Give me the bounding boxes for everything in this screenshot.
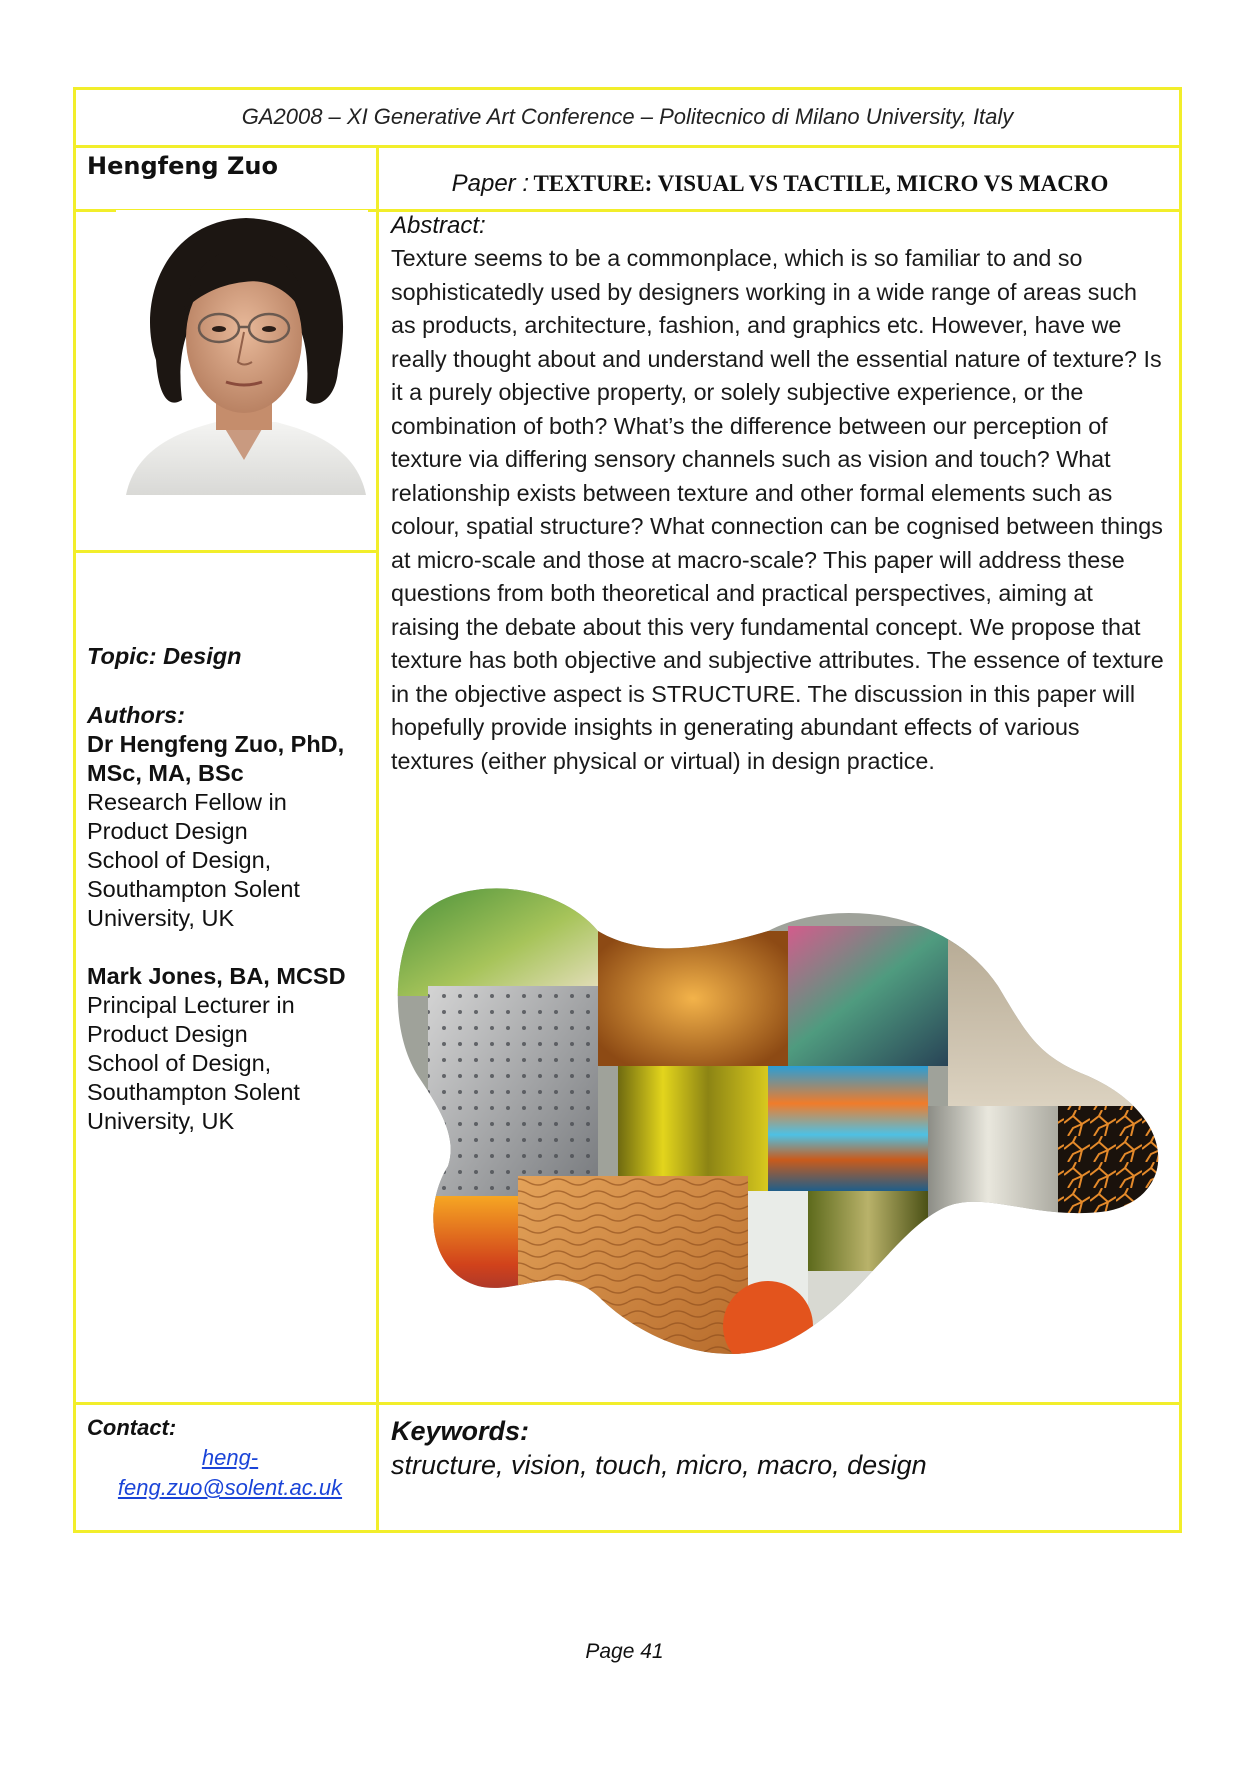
author1-affiliation-line: Product Design (87, 818, 248, 844)
abstract-body: Texture seems to be a commonplace, which is so familiar to and so sophisticatedly used by designers working in a wide range of areas such as products, architecture, fashion, and graphics etc. However, have we really thought about and understand well the essential nature of texture? Is it a purely objective property, or solely subjective experience, or the combination of both? What’s the difference between our perception of texture via differing sensory channels such as vision and touch? What relationship exists between texture and other formal elements such as colour, spatial structure? What connection can be cognised between things at micro-scale and those at macro-scale? This paper will address these questions from both theoretical and practical perspectives, aiming at raising the debate about this very fundamental concept. We propose that texture has both objective and subjective attributes. The essence of texture in the objective aspect is STRUCTURE. The discussion in this paper will hopefully provide insights in generating abundant effects of various textures (either physical or virtual) in design practice. (391, 245, 1164, 774)
author-portrait-image (116, 210, 368, 495)
author2-affiliation-line: School of Design, (87, 1050, 272, 1076)
page-number: Page 41 (585, 1640, 664, 1663)
table-border (74, 550, 376, 553)
author-photo (116, 210, 368, 495)
author1-affiliation-line: Southampton Solent (87, 876, 300, 902)
paper-title: TEXTURE: VISUAL VS TACTILE, MICRO VS MACRO (533, 171, 1109, 196)
conference-header: GA2008 – XI Generative Art Conference – Politecnico di Milano University, Italy (241, 104, 1014, 129)
topic-label: Topic: Design (87, 643, 242, 669)
spacer (87, 933, 377, 962)
authors-label: Authors: (87, 702, 185, 728)
contact-email-link[interactable] (90, 1443, 370, 1503)
keywords-heading: Keywords: (391, 1416, 530, 1446)
author-info (87, 642, 377, 1136)
table-border-bottom (74, 1530, 1182, 1533)
author1-affiliation-line: University, UK (87, 905, 235, 931)
author2-affiliation-line: Product Design (87, 1021, 248, 1047)
keywords-text: structure, vision, touch, micro, macro, design (391, 1450, 927, 1480)
author2-affiliation-line: Southampton Solent (87, 1079, 300, 1105)
author1-affiliation-line: School of Design, (87, 847, 272, 873)
author1-name: Dr Hengfeng Zuo, PhD, MSc, MA, BSc (87, 731, 345, 786)
author1-affiliation-line: Research Fellow in (87, 789, 287, 815)
paper-title-line (380, 170, 1180, 198)
email-line-2[interactable]: feng.zuo@solent.ac.uk (117, 1475, 343, 1500)
paper-label: Paper : (451, 170, 529, 197)
author2-name: Mark Jones, BA, MCSD (87, 963, 346, 989)
contact-heading: Contact: (87, 1415, 177, 1440)
texture-collage-image (388, 876, 1170, 1368)
author-name: Hengfeng Zuo (87, 152, 278, 180)
email-line-1[interactable]: heng- (201, 1445, 259, 1470)
author2-affiliation-line: University, UK (87, 1108, 235, 1134)
texture-collage-figure (388, 876, 1170, 1368)
table-border-left (73, 87, 76, 1533)
abstract-heading: Abstract: (391, 212, 486, 239)
author2-affiliation-line: Principal Lecturer in (87, 992, 295, 1018)
table-border-right (1179, 87, 1182, 1533)
table-border (74, 1402, 1182, 1405)
